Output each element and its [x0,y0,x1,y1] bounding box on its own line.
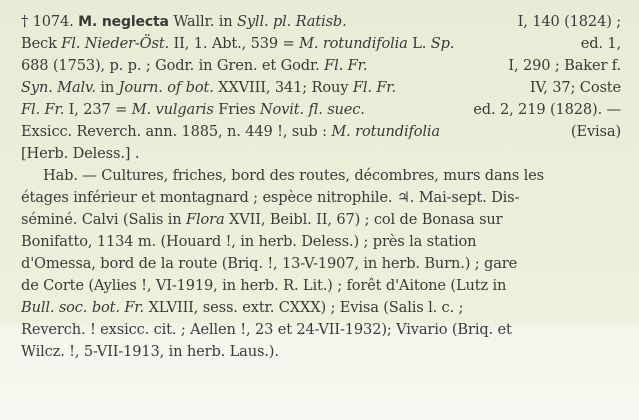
habitat-line-9: Wilcz. !, 5-VII-1913, in herb. Laus.). [21,343,279,360]
entry-line-7: [Herb. Deless.] . [21,145,140,162]
entry-line-4: Syn. Malv. in Journ. of bot. XXVIII, 341; Rouy Fl. Fr. IV, 37; Coste [21,79,621,96]
entry-line-5: Fl. Fr. I, 237 = M. vulgaris Fries Novit. fl. suec. ed. 2, 219 (1828). — [21,101,621,118]
habitat-paragraph [21,165,621,363]
habitat-line-8: Reverch. ! exsicc. cit. ; Aellen !, 23 et 24-VII-1932); Vivario (Briq. et [21,321,512,338]
habitat-line-2: étages inférieur et montagnard ; espèce nitrophile. ♃. Mai-sept. Dis- [21,189,520,206]
species-entry [21,11,621,165]
habitat-line-5: d'Omessa, bord de la route (Briq. !, 13-V-1907, in herb. Burn.) ; gare [21,255,518,272]
habitat-line-1: Hab. — Cultures, friches, bord des routes, décombres, murs dans les [43,167,544,184]
entry-line-2: Beck Fl. Nieder-Öst. II, 1. Abt., 539 = M. rotundifolia L. Sp. ed. 1, [21,35,621,52]
habitat-line-3: séminé. Calvi (Salis in Flora XVII, Beibl. II, 67) ; col de Bonasa sur [21,211,503,228]
habitat-line-6: de Corte (Aylies !, VI-1919, in herb. R. Lit.) ; forêt d'Aitone (Lutz in [21,277,507,294]
habitat-line-4: Bonifatto, 1134 m. (Houard !, in herb. Deless.) ; près la station [21,233,477,250]
entry-line-1: † 1074. M. neglecta Wallr. in Syll. pl. Ratisb. I, 140 (1824) ; [21,13,621,30]
species-name: M. neglecta [78,14,169,30]
entry-line-6: Exsicc. Reverch. ann. 1885, n. 449 !, sub : M. rotundifolia (Evisa) [21,123,621,140]
entry-line-3: 688 (1753), p. p. ; Godr. in Gren. et Godr. Fl. Fr. I, 290 ; Baker f. [21,57,621,74]
habitat-line-7: Bull. soc. bot. Fr. XLVIII, sess. extr. CXXX) ; Evisa (Salis l. c. ; [21,299,464,316]
